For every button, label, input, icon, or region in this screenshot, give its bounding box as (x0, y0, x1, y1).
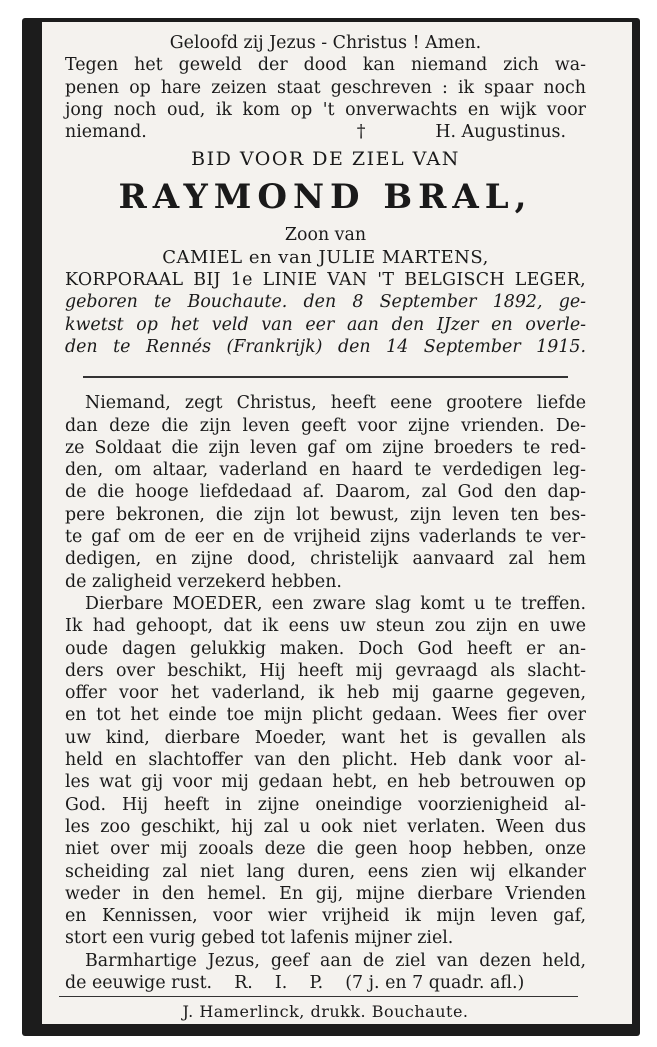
printer-credit: J. Hamerlinck, drukk. Bouchaute. (182, 1002, 469, 1021)
text-line: les zoo geschikt, hij zal u ook niet verlaten. Ween dus (65, 816, 586, 837)
bio-line: den te Rennés (Frankrijk) den 14 September 1915. (65, 336, 586, 357)
text-line: en Kennissen, voor wier vrijheid ik mijn leven gaf, (65, 906, 586, 927)
quote-line: penen op hare zeizen staat geschreven : ik spaar noch (65, 77, 586, 98)
paragraph-one (65, 392, 586, 593)
parents-names: CAMIEL en van JULIE MARTENS, (162, 246, 489, 268)
card-text (65, 32, 586, 994)
bottom-divider (59, 996, 578, 997)
text-line: de die hooge liefdedaad af. Daarom, zal God den dap- (65, 482, 586, 503)
quote-attribution-line (65, 121, 586, 143)
text-line: de zaligheid verzekerd hebben. (65, 571, 342, 592)
text-line: Ik had gehoopt, dat ik eens uw steun zou zijn en uwe (65, 616, 586, 637)
text-line: oude dagen gelukkig maken. Doch God heeft er an- (65, 638, 586, 659)
son-of-label: Zoon van (284, 225, 367, 246)
military-rank: KORPORAAL BIJ 1e LINIE VAN 'T BELGISCH LEGER, (65, 270, 586, 291)
text-line: Niemand, zegt Christus, heeft eene grootere liefde (85, 393, 586, 414)
opening-quote (65, 32, 586, 143)
text-line: ze Soldaat die zijn leven gaf om zijne broeders te red- (65, 437, 586, 458)
bio-line: geboren te Bouchaute. den 8 September 1892, ge- (65, 292, 586, 313)
text-line: den, om altaar, vaderland en haard te verdedigen leg- (65, 460, 586, 481)
text-line: Dierbare MOEDER, een zware slag komt u te treffen. (85, 593, 586, 614)
text-line: scheiding zal niet lang duren, eens zien wij elkander (65, 861, 586, 882)
text-line: ders over beschikt, Hij heeft mij gevraagd als slacht- (65, 660, 586, 681)
prayer-request: BID VOOR DE ZIEL VAN (191, 148, 460, 171)
text-line: Barmhartige Jezus, geef aan de ziel van dezen held, (85, 950, 586, 971)
text-line: uw kind, dierbare Moeder, want het is gevallen als (65, 727, 586, 748)
text-line: niet over mij zooals deze die geen hoop hebben, onze (65, 839, 586, 860)
deceased-name: RAYMOND BRAL, (118, 177, 533, 218)
text-line: dan deze die zijn leven geeft voor zijne vrienden. De- (65, 415, 586, 436)
text-line: en tot het einde toe mijn plicht gedaan. Wees fier over (65, 705, 586, 726)
text-line: weder in den hemel. En gij, mijne dierbare Vrienden (65, 883, 586, 904)
text-line: dedigen, en zijne dood, christelijk aanvaard zal hem (65, 549, 586, 570)
divider-rule (83, 376, 568, 378)
acclamation: Geloofd zij Jezus - Christus ! Amen. (169, 33, 482, 53)
cross-icon: † (356, 122, 366, 143)
text-line: God. Hij heeft in zijne oneindige voorzienigheid al- (65, 794, 586, 815)
quote-line: jong noch oud, ik kom op 't onverwachts en wijk voor (65, 99, 586, 120)
text-line: te gaf om de eer en de vrijheid zijns vaderlands te ver- (65, 527, 586, 548)
quote-line: Tegen het geweld der dood kan niemand zich wa- (65, 55, 586, 76)
paragraph-three (65, 950, 586, 995)
text-line: offer voor het vaderland, ik heb mij gaarne gegeven, (65, 683, 586, 704)
quote-author: H. Augustinus. (435, 122, 566, 143)
text-line: stort een vurig gebed tot lafenis mijner ziel. (65, 928, 454, 949)
closing-line: de eeuwige rust. R. I. P. (7 j. en 7 quadr. afl.) (65, 972, 525, 993)
text-line: pere bekronen, die zijn lot bewust, zijn leven ten bes- (65, 504, 586, 525)
quote-line-end: niemand. (65, 122, 147, 143)
text-line: held en slachtoffer van den plicht. Heb dank voor al- (65, 750, 586, 771)
text-line: les wat gij voor mij gedaan hebt, en heb betrouwen op (65, 772, 586, 793)
paragraph-two (65, 593, 586, 950)
bio-line: kwetst op het veld van eer aan den IJzer en overle- (65, 314, 586, 335)
